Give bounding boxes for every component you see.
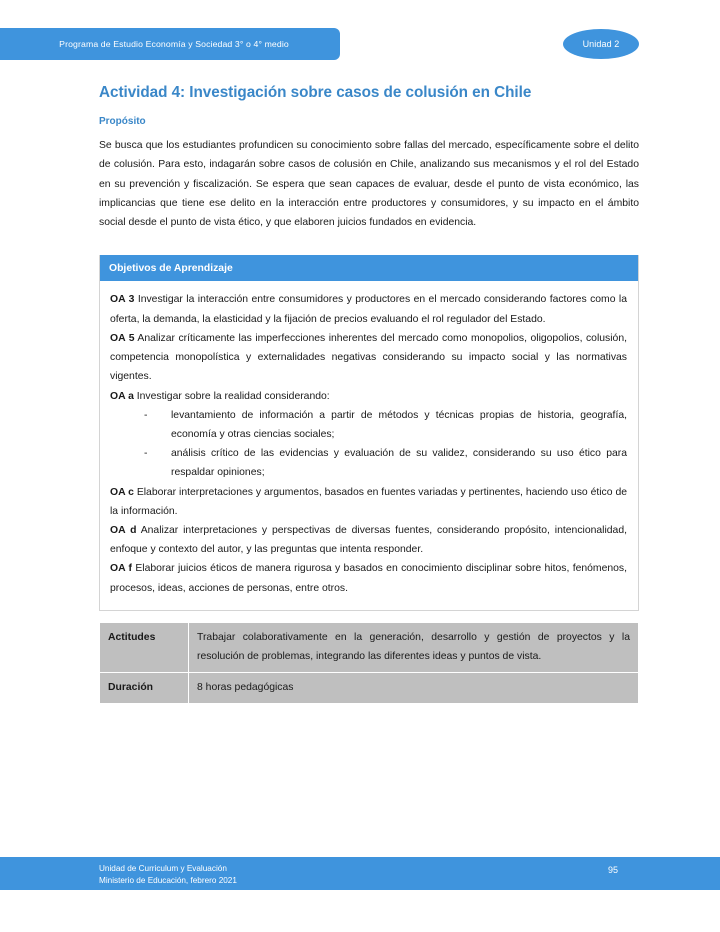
program-banner-text: Programa de Estudio Economía y Sociedad 3° o 4° medio <box>59 39 289 49</box>
objective-item <box>110 290 627 328</box>
learning-objectives-header <box>100 255 638 281</box>
objective-subitem <box>110 444 627 482</box>
objective-subitem-text: levantamiento de información a partir de métodos y técnicas propias de historia, geografía, economía y otras ciencias sociales; <box>171 409 627 440</box>
objective-text: Investigar la interacción entre consumidores y productores en el mercado considerando factores como la oferta, la demanda, la elasticidad y la fijación de precios evaluando el rol regulador del Estado. <box>110 294 627 325</box>
dash-bullet-icon: - <box>144 409 148 421</box>
learning-objectives-body <box>100 281 638 609</box>
objective-item <box>110 387 627 406</box>
page-header <box>0 0 720 70</box>
objective-code: OA f <box>110 563 133 575</box>
footer-line-1: Unidad de Curriculum y Evaluación <box>99 864 227 873</box>
learning-objectives-title: Objetivos de Aprendizaje <box>109 262 233 274</box>
objective-code: OA 5 <box>110 332 135 344</box>
unit-badge-label: Unidad 2 <box>582 39 620 49</box>
main-content <box>99 84 639 704</box>
objective-item <box>110 483 627 521</box>
page-footer <box>0 857 720 890</box>
objective-text: Elaborar interpretaciones y argumentos, basados en fuentes variadas y pertinentes, haciendo uso ético de la información. <box>110 486 628 517</box>
objective-code: OA d <box>110 524 137 536</box>
duration-label: Duración <box>100 673 189 704</box>
objective-text: Elaborar juicios éticos de manera rigurosa y basados en conocimiento disciplinar sobre hitos, fenómenos, procesos, ideas, acciones de personas, entre otros. <box>110 563 627 594</box>
purpose-paragraph: Se busca que los estudiantes profundicen su conocimiento sobre fallas del mercado, específicamente sobre el delito de colusión. Para esto, indagarán sobre casos de colusión en Chile, analizando sus mecanismos y el rol del Estado en su prevención y fiscalización. Se espera que sean capaces de evaluar, desde el punto de vista económico, las implicancias que tiene ese delito en la interacción entre productores y consumidores, y su impacto en el ámbito social desde el punto de vista ético, y que elaboren juicios fundados en evidencia. <box>99 140 639 229</box>
table-row <box>100 673 639 704</box>
program-banner <box>0 28 340 60</box>
objective-text: Investigar sobre la realidad considerando: <box>133 390 330 402</box>
activity-info-table <box>99 622 639 705</box>
attitudes-value: Trabajar colaborativamente en la generación, desarrollo y gestión de proyectos y la resolución de problemas, integrando las diferentes ideas y puntos de vista. <box>189 622 639 672</box>
objective-code: OA a <box>110 390 134 402</box>
objective-code: OA c <box>110 486 134 498</box>
objective-text: Analizar interpretaciones y perspectivas de diversas fuentes, considerando propósito, intencionalidad, enfoque y contexto del autor, y las preguntas que intenta responder. <box>110 524 627 556</box>
objective-sublist <box>110 406 627 483</box>
objective-item <box>110 329 627 387</box>
objective-subitem-text: análisis crítico de las evidencias y evaluación de su validez, considerando su uso ético para respaldar opiniones; <box>171 448 627 479</box>
objective-subitem <box>110 406 627 444</box>
page-title: Actividad 4: Investigación sobre casos de colusión en Chile <box>99 84 532 101</box>
footer-credits <box>99 863 237 886</box>
page-number: 95 <box>608 865 619 875</box>
unit-badge <box>563 29 639 59</box>
purpose-heading: Propósito <box>99 116 146 127</box>
attitudes-label: Actitudes <box>100 622 189 672</box>
objective-text: Analizar críticamente las imperfecciones inherentes del mercado como monopolios, oligopolios, colusión, competencia monopolística y externalidades negativas considerando su impacto social y las normativas vigentes. <box>110 332 627 383</box>
learning-objectives-box <box>99 255 639 610</box>
footer-line-2: Ministerio de Educación, febrero 2021 <box>99 875 237 885</box>
objective-code: OA 3 <box>110 294 135 306</box>
dash-bullet-icon: - <box>144 448 148 460</box>
duration-value: 8 horas pedagógicas <box>189 673 639 704</box>
objective-item <box>110 559 627 597</box>
objective-item <box>110 521 627 559</box>
table-row <box>100 622 639 672</box>
